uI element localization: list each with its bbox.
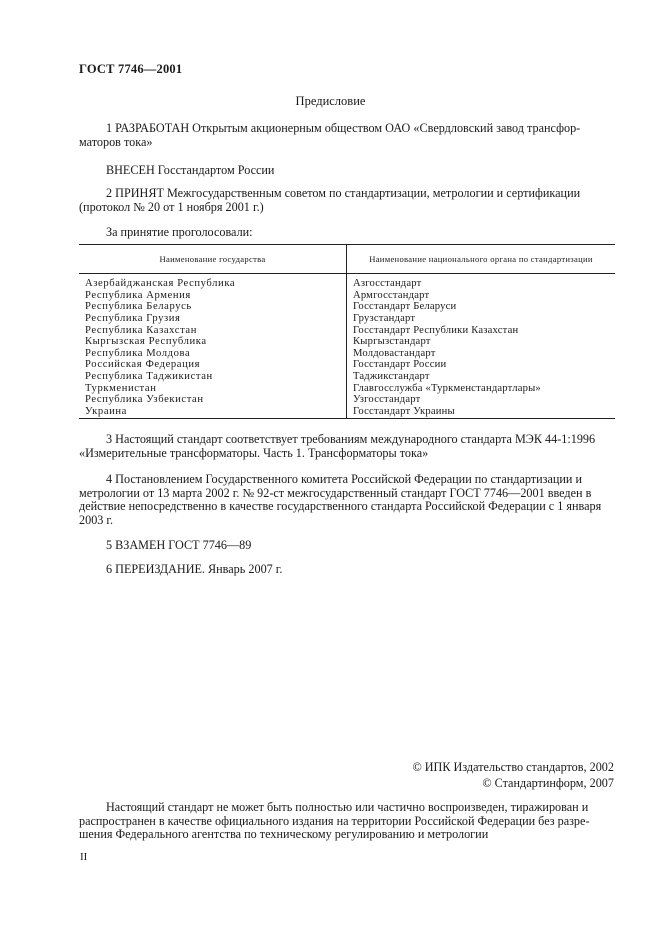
paragraph-vnesen: ВНЕСЕН Госстандартом России [106,163,275,177]
copyright-line-2: © Стандартинформ, 2007 [482,776,614,790]
standards-body-name: Госстандарт Украины [353,406,455,418]
state-name: Республика Грузия [85,312,181,324]
standards-body-name: Узгосстандарт [353,394,421,406]
paragraph-4 [79,473,615,527]
paragraph-4-line-2: метрологии от 13 марта 2002 г. № 92-ст межгосударственный стандарт ГОСТ 7746—2001 введен в [79,485,592,500]
standards-body-name: Кыргызстандарт [353,336,431,348]
vote-label: За принятие проголосовали: [106,225,253,239]
state-name: Республика Армения [85,289,191,301]
state-name: Туркменистан [85,382,157,394]
standards-body-name: Молдовастандарт [353,347,436,359]
state-name: Республика Молдова [85,347,191,359]
standards-body-name: Таджикстандарт [353,371,430,383]
paragraph-4-line-3: действие непосредственно в качестве государственного стандарта Российской Федерации с 1 января [79,499,602,513]
notice-line-2: распространен в качестве официального издания на территории Российской Федерации без разре- [79,813,590,828]
state-name: Российская Федерация [85,359,201,371]
page-title: Предисловие [295,94,366,108]
standards-body-name: Госстандарт Беларуси [353,301,457,313]
paragraph-3-line-2: «Измерительные трансформаторы. Часть 1. Трансформаторы тока» [79,445,429,460]
standard-designation: ГОСТ 7746—2001 [79,62,183,76]
paragraph-3-line-1: 3 Настоящий стандарт соответствует требованиям международного стандарта МЭК 44-1:1996 [106,432,596,446]
state-name: Республика Таджикистан [85,371,213,383]
paragraph-1-line-2: маторов тока» [79,134,153,149]
state-name: Республика Казахстан [85,324,198,336]
paragraph-6: 6 ПЕРЕИЗДАНИЕ. Январь 2007 г. [106,562,283,576]
copyright-line-1: © ИПК Издательство стандартов, 2002 [412,760,614,774]
bodies-column [347,274,616,419]
state-name: Республика Узбекистан [85,394,204,406]
state-name: Азербайджанская Республика [85,278,236,289]
voting-table [79,244,615,419]
page-number: II [80,851,88,863]
standards-body-name: Азгосстандарт [353,278,422,289]
column-header-state: Наименование государства [79,245,347,274]
standards-body-name: Госстандарт Республики Казахстан [353,324,519,336]
standards-body-name: Грузстандарт [353,312,416,324]
paragraph-3 [79,433,615,460]
standards-body-name: Госстандарт России [353,359,447,371]
table-body-row [79,274,615,419]
notice-line-3: шения Федерального агентства по техническому регулированию и метрологии [79,827,489,841]
column-header-body: Наименование национального органа по стандартизации [347,245,616,274]
state-name: Украина [85,406,127,418]
copyright-notice [79,801,615,842]
state-name: Республика Беларусь [85,301,192,313]
paragraph-1-line-1: 1 РАЗРАБОТАН Открытым акционерным обществом ОАО «Свердловский завод трансфор- [106,121,581,135]
table-header-row [79,245,615,274]
paragraph-2 [79,187,615,214]
states-column [79,274,347,419]
paragraph-4-line-1: 4 Постановлением Государственного комитета Российской Федерации по стандартизации и [106,472,583,486]
standards-body-name: Главгосслужба «Туркменстандартлары» [353,382,541,394]
paragraph-2-line-1: 2 ПРИНЯТ Межгосударственным советом по стандартизации, метрологии и сертификации [106,186,581,200]
standards-body-name: Армгосстандарт [353,289,430,301]
paragraph-5: 5 ВЗАМЕН ГОСТ 7746—89 [106,538,252,552]
notice-line-1: Настоящий стандарт не может быть полностью или частично воспроизведен, тиражирован и [106,800,589,814]
state-name: Кыргызская Республика [85,336,207,348]
paragraph-2-line-2: (протокол № 20 от 1 ноября 2001 г.) [79,199,264,214]
paragraph-4-line-4: 2003 г. [79,512,114,527]
paragraph-1 [79,122,615,149]
